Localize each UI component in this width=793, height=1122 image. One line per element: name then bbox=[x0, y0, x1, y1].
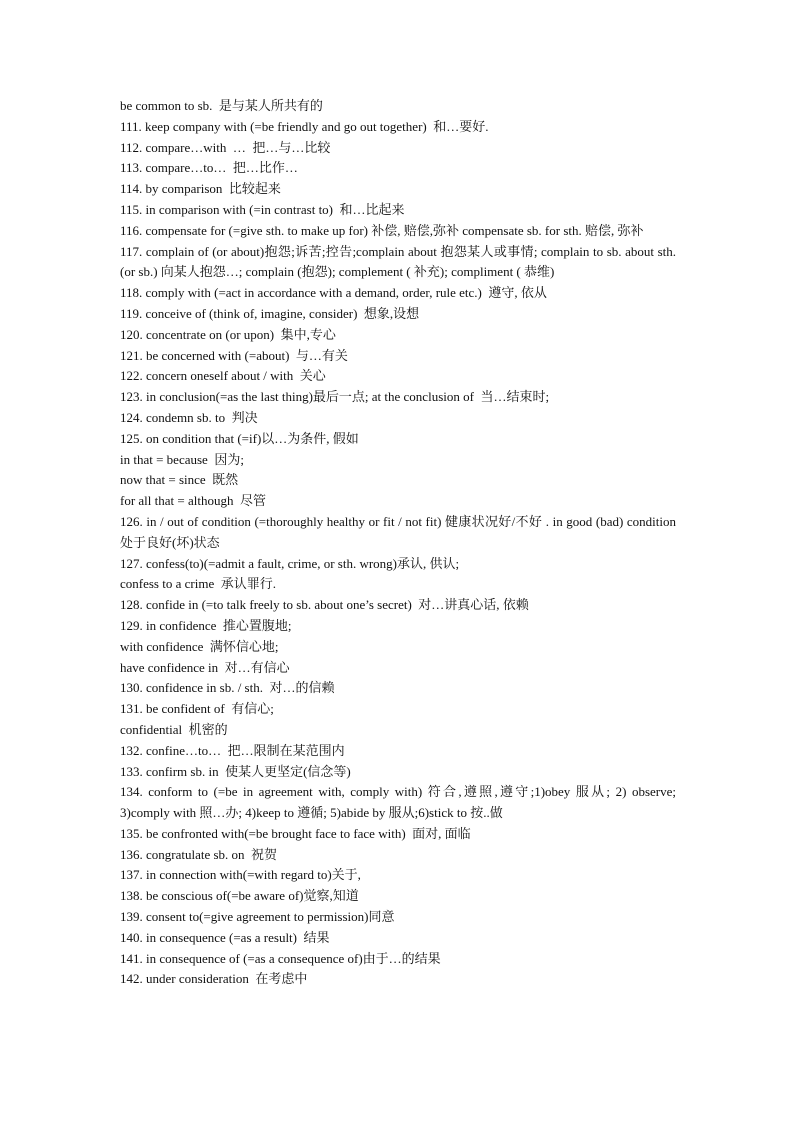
text-line: now that = since 既然 bbox=[120, 472, 239, 488]
text-line: 129. in confidence 推心置腹地; bbox=[120, 617, 292, 633]
text-line: have confidence in 对…有信心 bbox=[120, 659, 290, 675]
text-line: 115. in comparison with (=in contrast to) 和…比起来 bbox=[120, 201, 405, 217]
text-line: confidential 机密的 bbox=[120, 721, 228, 737]
text-line: 140. in consequence (=as a result) 结果 bbox=[120, 929, 330, 945]
text-line: 122. concern oneself about / with 关心 bbox=[120, 368, 326, 384]
document-page bbox=[120, 96, 676, 990]
text-line: 112. compare…with … 把…与…比较 bbox=[120, 139, 331, 155]
text-line: 131. be confident of 有信心; bbox=[120, 701, 274, 717]
text-line: 114. by comparison 比较起来 bbox=[120, 181, 281, 197]
text-line: 139. consent to(=give agreement to permission)同意 bbox=[120, 909, 395, 925]
text-line: 133. confirm sb. in 使某人更坚定(信念等) bbox=[120, 763, 351, 779]
text-line: 113. compare…to… 把…比作… bbox=[120, 160, 298, 176]
text-line: in that = because 因为; bbox=[120, 451, 244, 467]
text-line: 119. conceive of (think of, imagine, consider) 想象,设想 bbox=[120, 305, 420, 321]
text-line: 127. confess(to)(=admit a fault, crime, or sth. wrong)承认, 供认; bbox=[120, 555, 460, 571]
text-paragraph: 117. complain of (or about)抱怨;诉苦;控告;complain about 抱怨某人或事情; complain to sb. about sth. (or sb.) 向某人抱怨…; complain (抱怨); complement ( 补充); compliment ( 恭维) bbox=[120, 243, 676, 280]
text-line: 121. be concerned with (=about) 与…有关 bbox=[120, 347, 348, 363]
text-line: 132. confine…to… 把…限制在某范围内 bbox=[120, 742, 345, 758]
text-line: 123. in conclusion(=as the last thing)最后一点; at the conclusion of 当…结束时; bbox=[120, 389, 550, 405]
text-line: 125. on condition that (=if)以…为条件, 假如 bbox=[120, 430, 359, 446]
text-line: 130. confidence in sb. / sth. 对…的信赖 bbox=[120, 680, 335, 696]
text-paragraph: 116. compensate for (=give sth. to make up for) 补偿, 赔偿,弥补 compensate sb. for sth. 赔偿, 弥补 bbox=[120, 222, 644, 238]
text-line: 136. congratulate sb. on 祝贺 bbox=[120, 846, 278, 862]
text-line: 135. be confronted with(=be brought face to face with) 面对, 面临 bbox=[120, 825, 471, 841]
text-line: 111. keep company with (=be friendly and go out together) 和…要好. bbox=[120, 118, 489, 134]
text-line: 142. under consideration 在考虑中 bbox=[120, 971, 308, 987]
text-line: 141. in consequence of (=as a consequence of)由于…的结果 bbox=[120, 950, 441, 966]
text-paragraph: 134. conform to (=be in agreement with, comply with) 符合,遵照,遵守;1)obey 服从; 2) observe; 3)comply with 照…办; 4)keep to 遵循; 5)abide by 服从;6)stick to 按..做 bbox=[120, 784, 676, 821]
text-line: 118. comply with (=act in accordance with a demand, order, rule etc.) 遵守, 依从 bbox=[120, 285, 547, 301]
text-line: 128. confide in (=to talk freely to sb. about one’s secret) 对…讲真心话, 依赖 bbox=[120, 597, 529, 613]
text-paragraph: 126. in / out of condition (=thoroughly healthy or fit / not fit) 健康状况好/不好 . in good (bad) condition 处于良好(坏)状态 bbox=[120, 513, 676, 550]
text-line: with confidence 满怀信心地; bbox=[120, 638, 279, 654]
text-line: 138. be conscious of(=be aware of)觉察,知道 bbox=[120, 888, 359, 904]
text-line: 124. condemn sb. to 判决 bbox=[120, 409, 258, 425]
text-line: 120. concentrate on (or upon) 集中,专心 bbox=[120, 326, 336, 342]
text-line: for all that = although 尽管 bbox=[120, 493, 266, 509]
text-line: 137. in connection with(=with regard to)关于, bbox=[120, 867, 361, 883]
text-line: confess to a crime 承认罪行. bbox=[120, 576, 276, 592]
text-line: be common to sb. 是与某人所共有的 bbox=[120, 98, 323, 113]
